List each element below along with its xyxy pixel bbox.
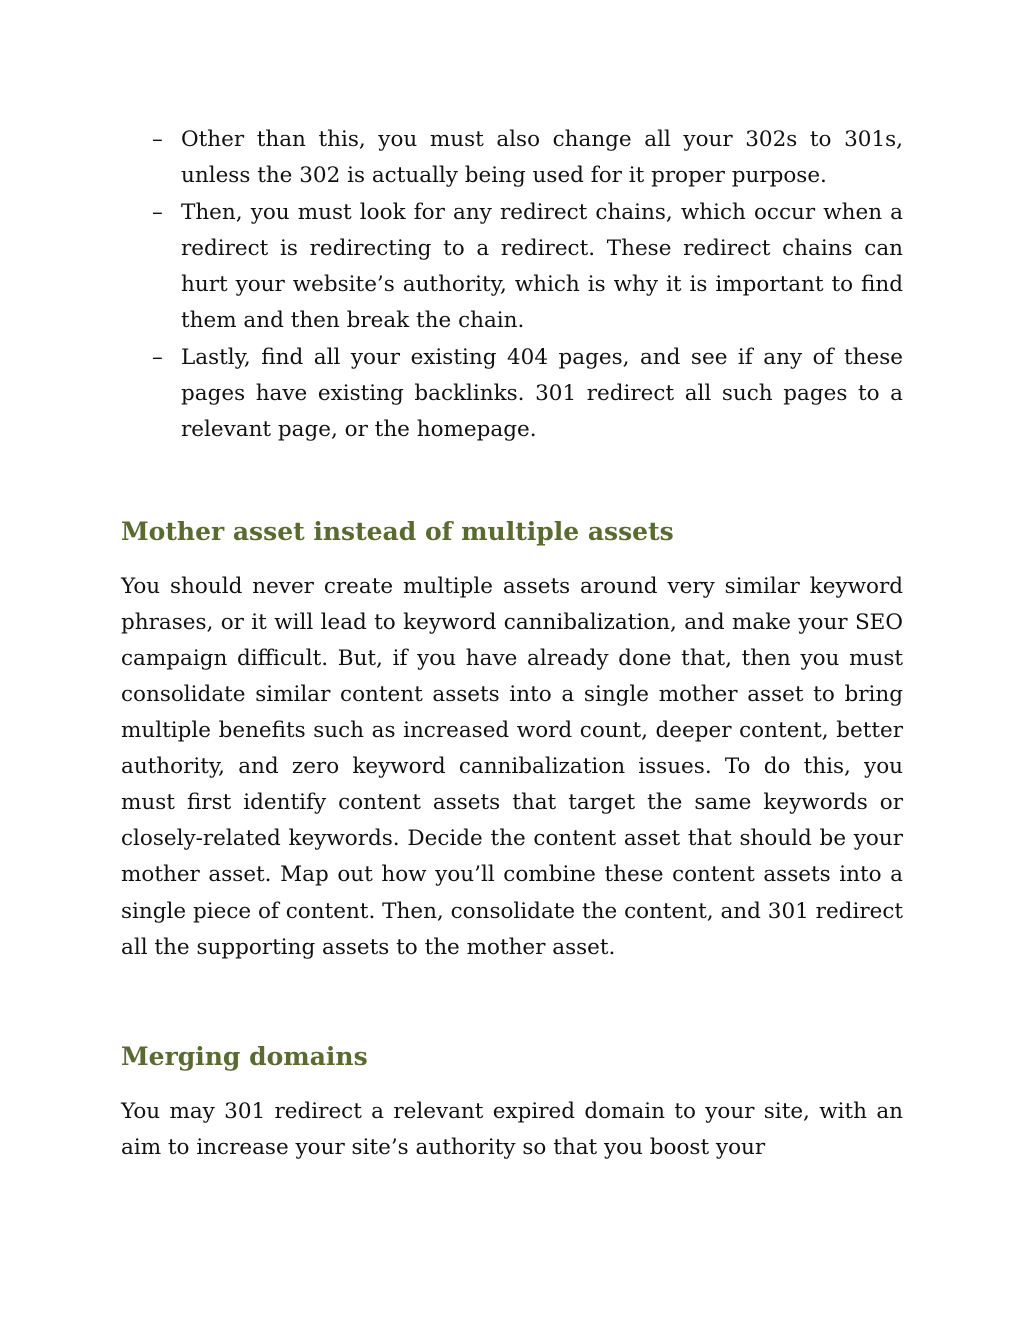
section-heading-merging-domains: Merging domains — [121, 1041, 368, 1071]
list-item — [121, 122, 903, 195]
dash-bullet-icon: – — [152, 199, 163, 225]
dash-bullet-icon: – — [152, 344, 163, 370]
dash-bullet-icon: – — [152, 127, 163, 152]
bullet-list — [121, 122, 903, 449]
bullet-text: Other than this, you must also change all your 302s to 301s, unless the 302 is actually being used for it proper purpose. — [181, 127, 903, 189]
bullet-text: Then, you must look for any redirect chains, which occur when a redirect is redirecting to a redirect. These redirect chains can hurt your website’s authority, which is why it is important to find them and then break the chain. — [181, 199, 903, 334]
section-body-merging-domains: You may 301 redirect a relevant expired domain to your site, with an aim to increase your site’s authority so that you boost your — [121, 1098, 903, 1160]
bullet-text: Lastly, find all your existing 404 pages, and see if any of these pages have existing backlinks. 301 redirect all such pages to a relevant page, or the homepage. — [181, 344, 903, 443]
list-item — [121, 340, 903, 449]
section-heading-mother-asset: Mother asset instead of multiple assets — [121, 516, 674, 546]
list-item — [121, 195, 903, 340]
section-body-mother-asset: You should never create multiple assets around very similar keyword phrases, or it will lead to keyword cannibalization, and make your SEO campaign difficult. But, if you have already done that, then you must consolidate similar content assets into a single mother asset to bring multiple benefits such as increased word count, deeper content, better authority, and zero keyword cannibalization issues. To do this, you must first identify content assets that target the same keywords or closely-related keywords. Decide the content asset that should be your mother asset. Map out how you’ll combine these content assets into a single piece of content. Then, consolidate the content, and 301 redirect all the supporting assets to the mother asset. — [121, 573, 903, 960]
document-page — [121, 122, 903, 1166]
